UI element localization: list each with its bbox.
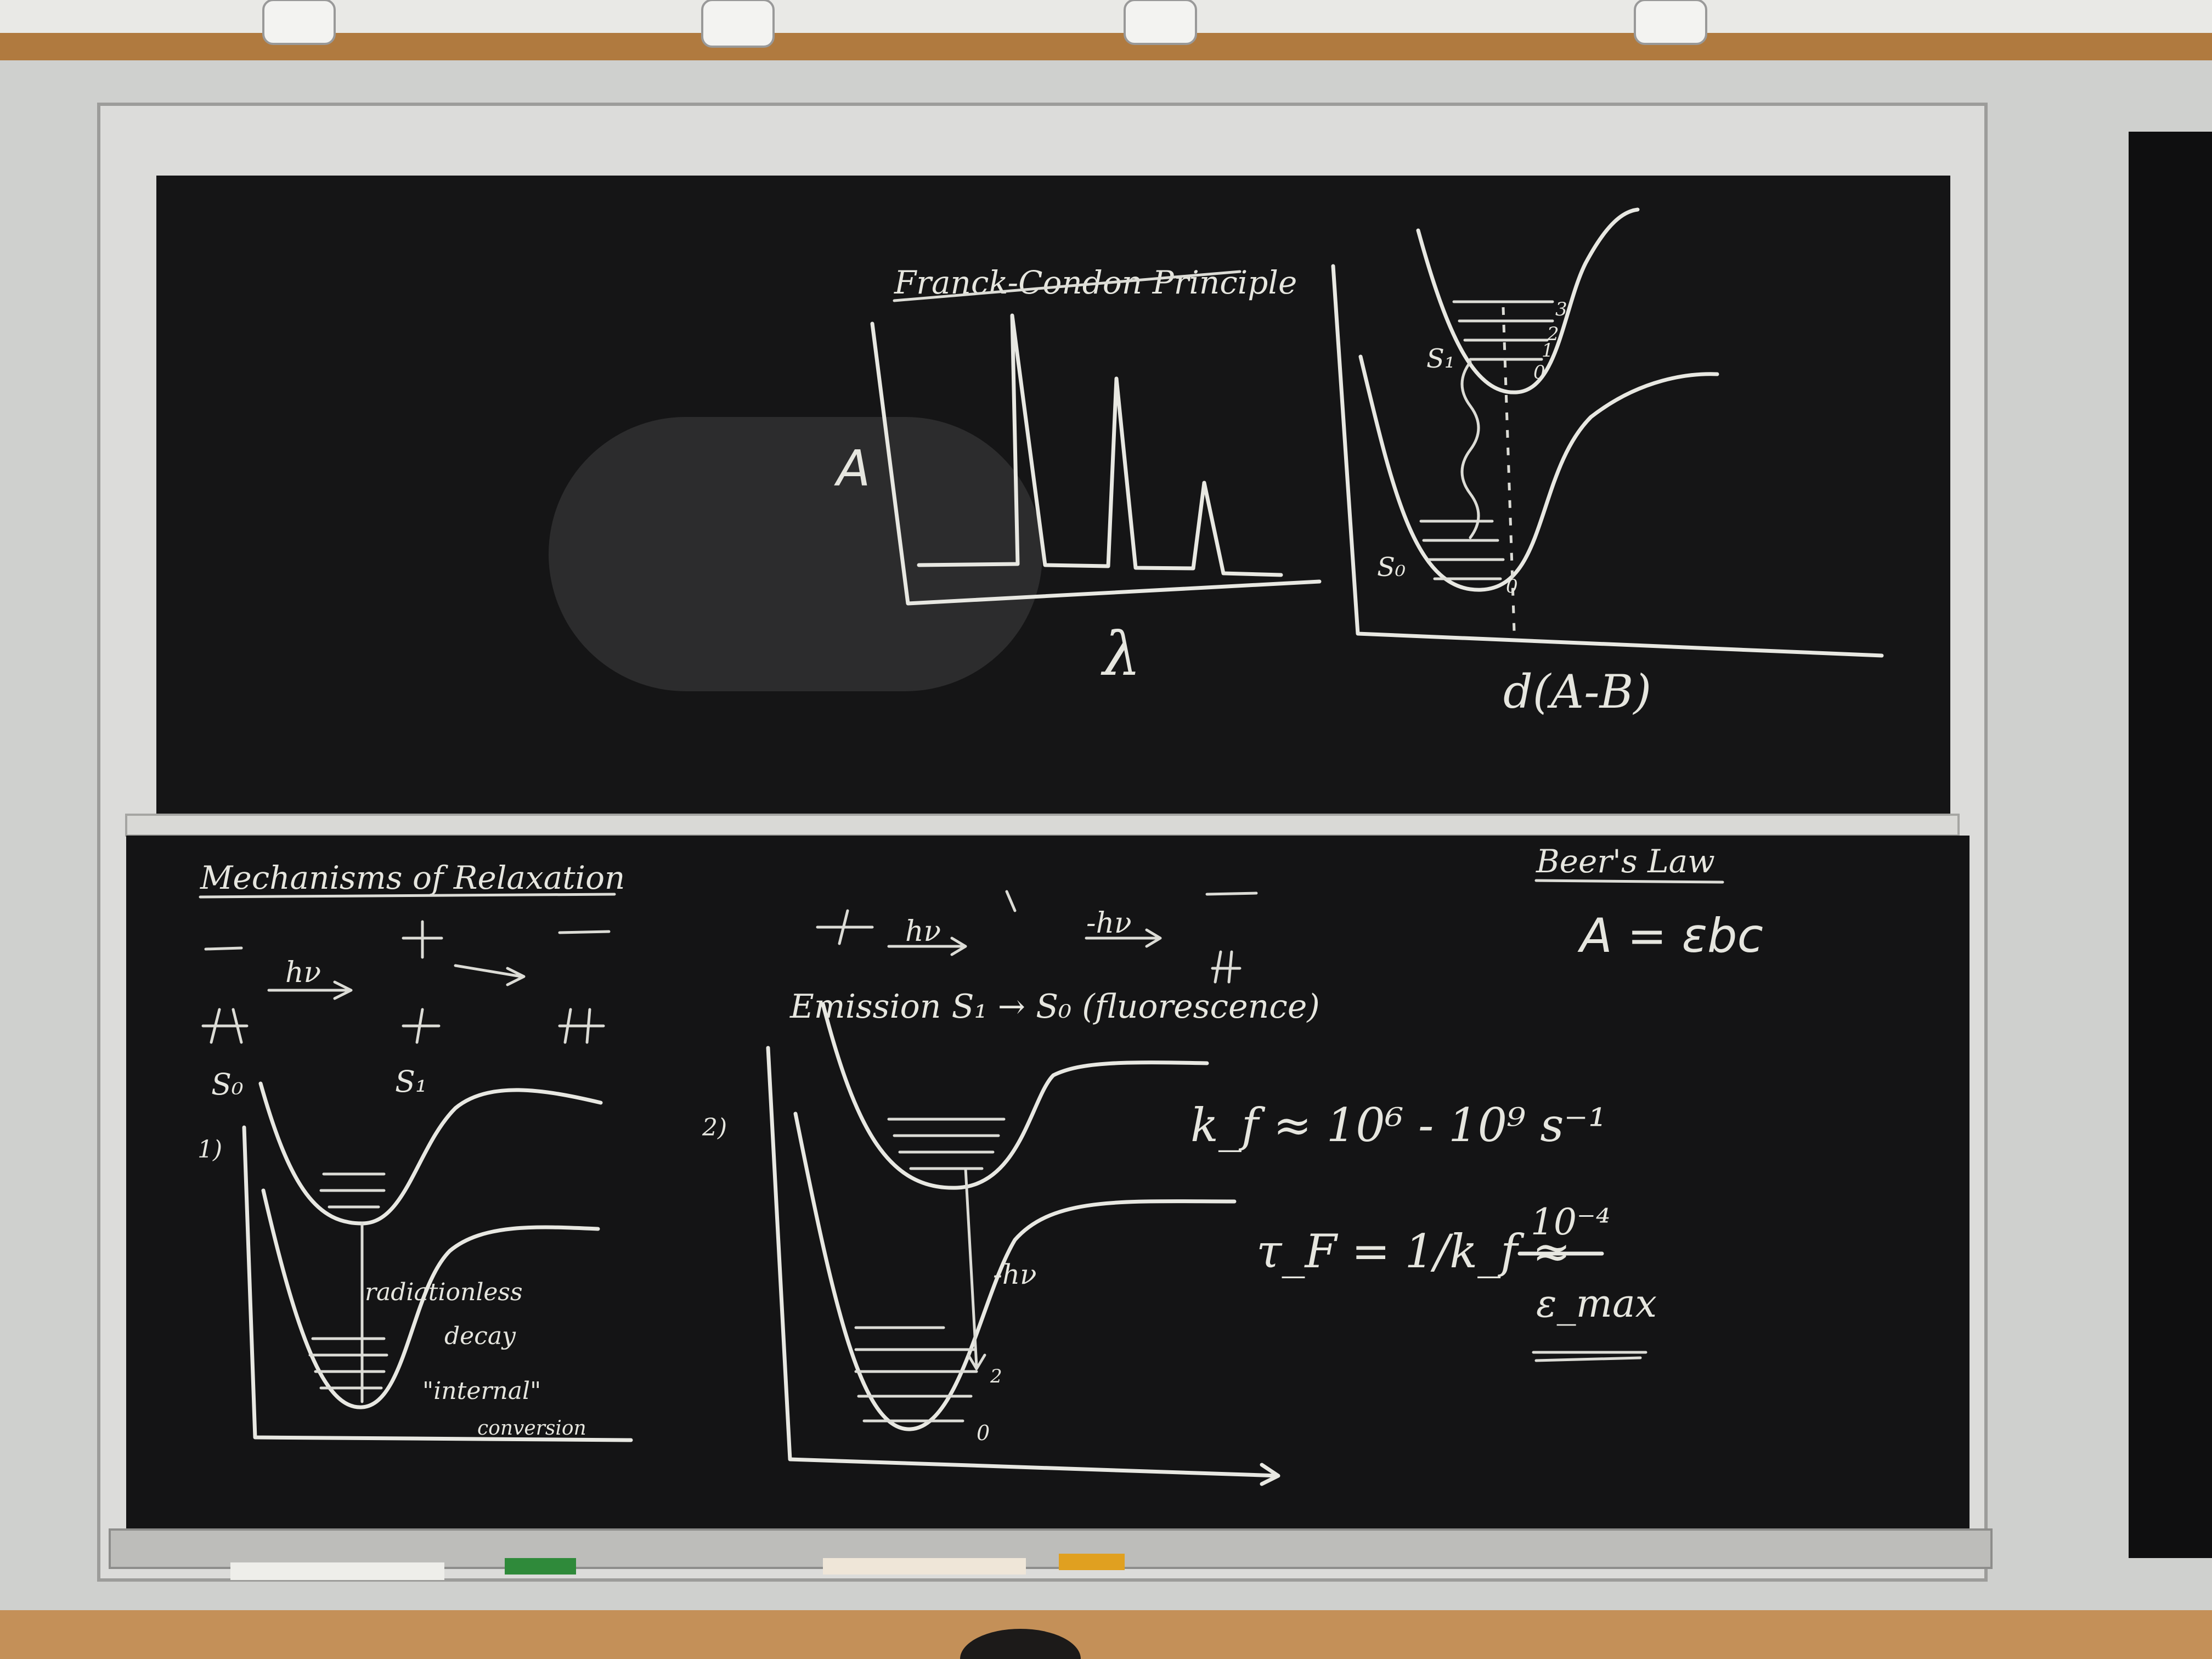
upper-level-3: 3 [1555,298,1567,320]
board-divider [126,815,1959,836]
diagram-emit-label: -hν [993,1259,1037,1290]
absorb-hv-label: hν [905,915,941,948]
upper-level-1: 1 [1542,340,1554,362]
mechanisms-title: Mechanisms of Relaxation [200,859,625,896]
side-board-edge [2129,132,2212,1558]
wavelength-axis-label: λ [1103,619,1141,689]
annotation-conversion: conversion [477,1417,586,1440]
fluorescence-lifetime: τ_F = 1/k_f ≈ [1256,1224,1571,1278]
emit-hv-label: -hν [1086,907,1132,940]
ground-state-label: S₀ [211,1067,244,1102]
upper-level-0: 0 [1533,362,1545,383]
upper-state-label: S₁ [1426,343,1455,374]
eraser [823,1558,1026,1575]
eraser-smudge [549,417,1042,691]
light-fixture [1635,0,1706,44]
floor-ledge [0,1610,2212,1659]
level-0-label: 0 [977,1421,990,1445]
annotation-decay: decay [444,1322,516,1350]
light-fixture [1125,0,1196,44]
level-2-label: 2 [990,1365,1002,1387]
annotation-internal: "internal" [422,1377,541,1405]
lower-state-label: S₀ [1377,552,1406,583]
chalk-box [1059,1554,1125,1570]
upper-level-2: 2 [1547,323,1559,345]
bond-distance-axis-label: d(A-B) [1503,665,1652,719]
lower-level-0: 0 [1506,575,1518,597]
chalk-tray [110,1530,1991,1568]
lifetime-numerator: 10⁻⁴ [1531,1201,1611,1243]
beers-law-title: Beer's Law [1536,843,1715,880]
light-fixture [263,0,335,44]
franck-condon-title: Franck-Condon Principle [894,264,1297,301]
beers-law-underline [1536,881,1723,882]
annotation-radiationless: radiationless [365,1278,523,1306]
hv-label: hν [285,956,321,989]
item-number-1: 1) [198,1136,223,1164]
chalk-box [505,1558,576,1575]
excited-state-label: S₁ [395,1064,427,1099]
fluorescence-rate-constant: k_f ≈ 10⁶ - 10⁹ s⁻¹ [1190,1098,1607,1152]
lifetime-denominator: ε_max [1536,1281,1657,1326]
absorbance-axis-label: A [837,440,871,498]
light-fixture [702,0,774,47]
item-number-2: 2) [702,1114,727,1142]
eraser [230,1562,444,1580]
beers-law-equation: A = εbc [1580,909,1763,963]
emission-description: Emission S₁ → S₀ (fluorescence) [790,988,1320,1026]
